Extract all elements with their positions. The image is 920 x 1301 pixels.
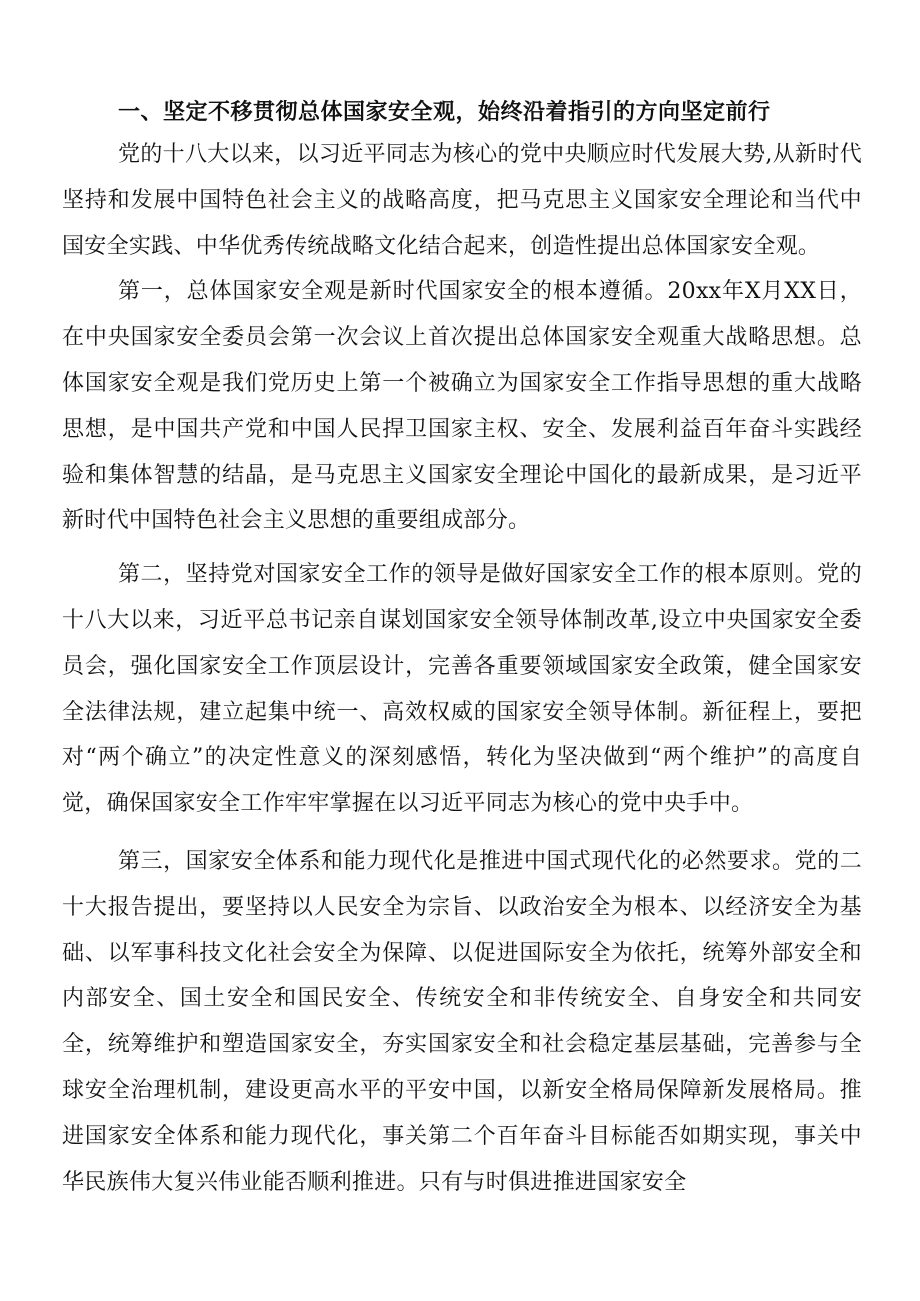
paragraph-intro: 党的十八大以来，以习近平同志为核心的党中央顺应时代发展大势,从新时代坚持和发展中国特色社会主义的战略高度，把马克思主义国家安全理论和当代中国安全实践、中华优秀传统战略文化结合起来，创造性提出总体国家安全观。 (62, 142, 862, 259)
paragraph-second-point: 第二，坚持党对国家安全工作的领导是做好国家安全工作的根本原则。党的十八大以来，习近平总书记亲自谋划国家安全领导体制改革,设立中央国家安全委员会，强化国家安全工作顶层设计，完善各重要领域国家安全政策，健全国家安全法律法规，建立起集中统一、高效权威的国家安全领导体制。新征程上，要把对“两个确立”的决定性意义的深刻感悟，转化为坚决做到“两个维护”的高度自觉，确保国家安全工作牢牢掌握在以习近平同志为核心的党中央手中。 (62, 562, 862, 817)
paragraph-third-point: 第三，国家安全体系和能力现代化是推进中国式现代化的必然要求。党的二十大报告提出，要坚持以人民安全为宗旨、以政治安全为根本、以经济安全为基础、以军事科技文化社会安全为保障、以促进国际安全为依托，统筹外部安全和内部安全、国土安全和国民安全、传统安全和非传统安全、自身安全和共同安全，统筹维护和塑造国家安全，夯实国家安全和社会稳定基层基础，完善参与全球安全治理机制，建设更高水平的平安中国，以新安全格局保障新发展格局。推进国家安全体系和能力现代化，事关第二个百年奋斗目标能否如期实现，事关中华民族伟大复兴伟业能否顺利推进。只有与时俱进推进国家安全 (62, 848, 862, 1195)
section-heading: 一、坚定不移贯彻总体国家安全观，始终沿着指引的方向坚定前行 (118, 99, 771, 125)
paragraph-first-point: 第一，总体国家安全观是新时代国家安全的根本遵循。20xx年X月XX日，在中央国家安全委员会第一次会议上首次提出总体国家安全观重大战略思想。总体国家安全观是我们党历史上第一个被确立为国家安全工作指导思想的重大战略思想，是中国共产党和中国人民捍卫国家主权、安全、发展利益百年奋斗实践经验和集体智慧的结晶，是马克思主义国家安全理论中国化的最新成果，是习近平新时代中国特色社会主义思想的重要组成部分。 (62, 279, 862, 534)
document-body (62, 92, 862, 1205)
